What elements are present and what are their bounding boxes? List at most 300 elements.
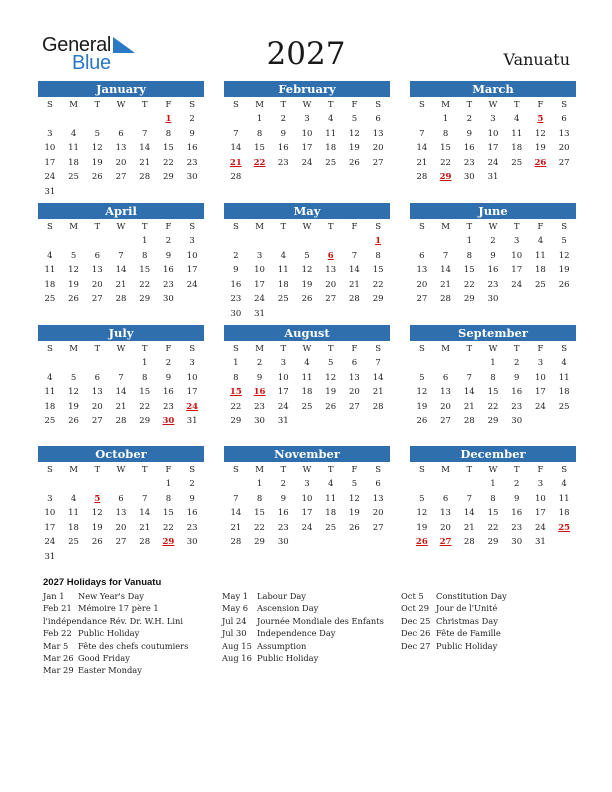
day-cell: 17 (487, 143, 499, 154)
day-cell: 4 (561, 358, 567, 368)
day-cell (271, 234, 295, 249)
weekday-label: F (351, 465, 358, 475)
day-cell (319, 414, 343, 429)
day-cell (319, 170, 343, 185)
day-cell (295, 170, 319, 185)
day-cell (366, 535, 390, 550)
month-december (410, 446, 576, 550)
day-cell: 19 (558, 265, 570, 276)
day-cell (62, 550, 86, 565)
day-cell (434, 356, 458, 371)
holiday-name: Ascension Day (257, 603, 319, 614)
day-cell (271, 170, 295, 185)
day-cell: 15 (163, 143, 174, 154)
day-cell (109, 550, 133, 565)
weekday-label: M (441, 465, 450, 475)
weekday-label: T (280, 344, 287, 354)
holiday-name: Public Holiday (257, 652, 319, 663)
day-cell: 12 (349, 493, 360, 504)
weekday-label: W (488, 100, 498, 110)
day-cell (133, 477, 157, 492)
day-cell: 10 (254, 265, 265, 276)
day-cell: 24 (487, 157, 499, 168)
day-cell: 2 (280, 114, 286, 124)
day-cell: 8 (141, 372, 148, 383)
weekday-label: M (69, 100, 78, 110)
day-cell: 24 (44, 172, 56, 183)
day-cell: 28 (115, 294, 127, 305)
day-cell (224, 234, 248, 249)
day-cell: 16 (487, 265, 499, 276)
holiday-date: Jan 1 (43, 591, 65, 601)
day-cell: 21 (463, 522, 475, 533)
holiday-day-cell: 26 (415, 537, 428, 548)
holiday-date: Feb 22 (43, 628, 72, 639)
holiday-day-cell: 30 (162, 416, 175, 427)
day-cell (505, 170, 529, 185)
day-cell: 10 (186, 250, 198, 261)
day-cell (552, 170, 576, 185)
day-cell: 24 (301, 157, 313, 168)
day-cell: 22 (139, 279, 151, 290)
day-cell (85, 550, 109, 565)
week-row (410, 127, 576, 142)
day-cell: 25 (535, 279, 546, 290)
day-cell: 6 (118, 493, 124, 504)
day-cell (319, 234, 343, 249)
holiday-date: Mar 29 (43, 665, 74, 676)
week-row (224, 385, 390, 400)
weekday-label: F (165, 100, 172, 110)
weekday-label: F (537, 465, 544, 475)
week-row (224, 356, 390, 371)
day-cell (109, 356, 133, 371)
day-cell: 28 (230, 537, 242, 548)
weekday-label: T (466, 222, 473, 232)
day-cell: 31 (487, 172, 499, 183)
holiday-entry (401, 627, 507, 639)
weekday-label: S (418, 344, 425, 354)
day-cell: 30 (487, 294, 499, 305)
day-cell (85, 112, 109, 127)
weekday-label: M (441, 100, 450, 110)
weekday-label: W (116, 465, 126, 475)
day-cell: 5 (94, 128, 100, 139)
day-cell: 8 (233, 372, 239, 383)
day-cell: 15 (440, 143, 451, 154)
holiday-date: Jul 24 (222, 615, 247, 626)
day-cell: 18 (68, 522, 79, 533)
day-cell: 22 (463, 279, 475, 290)
day-cell: 21 (115, 279, 127, 290)
holiday-entry (43, 615, 188, 627)
day-cell: 2 (513, 358, 520, 368)
day-cell: 14 (139, 143, 151, 154)
day-cell (295, 535, 319, 550)
day-cell (319, 535, 343, 550)
day-cell (343, 414, 367, 429)
month-july (38, 325, 204, 429)
day-cell: 1 (141, 236, 148, 246)
day-cell (343, 234, 367, 249)
holiday-entry (401, 590, 507, 602)
day-cell: 11 (558, 372, 570, 383)
weekday-label: S (46, 222, 53, 232)
day-cell: 4 (280, 250, 286, 261)
weekday-label: T (94, 344, 101, 354)
holiday-entry (401, 602, 507, 614)
day-cell: 19 (349, 143, 360, 154)
weekday-label: T (280, 100, 287, 110)
day-cell: 14 (463, 508, 475, 519)
day-cell: 19 (325, 387, 337, 398)
weekday-row (38, 219, 204, 234)
weekday-label: W (302, 344, 312, 354)
day-cell: 27 (416, 294, 428, 305)
week-row (224, 112, 390, 127)
day-cell: 20 (440, 522, 451, 533)
day-cell: 15 (139, 265, 151, 276)
day-cell: 8 (165, 128, 172, 139)
week-row (38, 385, 204, 400)
day-cell (85, 477, 109, 492)
weekday-row (224, 341, 390, 356)
day-cell: 7 (442, 250, 449, 261)
day-cell: 6 (561, 114, 567, 124)
day-cell (410, 234, 434, 249)
day-cell: 18 (325, 143, 337, 154)
holiday-column (43, 590, 188, 677)
weekday-label: F (537, 344, 544, 354)
day-cell: 12 (91, 143, 103, 154)
day-cell: 2 (189, 479, 195, 489)
holiday-name: Assumption (257, 640, 307, 651)
day-cell: 6 (94, 250, 100, 261)
day-cell: 18 (301, 387, 313, 398)
day-cell: 22 (163, 522, 174, 533)
holidays-title: 2027 Holidays for Vanuatu (43, 577, 162, 588)
day-cell: 18 (44, 401, 56, 412)
day-cell: 9 (233, 265, 239, 276)
day-cell: 13 (91, 265, 103, 276)
day-cell: 26 (349, 157, 360, 168)
day-cell: 26 (68, 416, 79, 427)
weekday-label: W (302, 465, 312, 475)
month-header: September (410, 325, 576, 341)
day-cell: 21 (416, 157, 428, 168)
day-cell: 23 (511, 522, 523, 533)
holiday-entry (222, 652, 384, 664)
day-cell: 12 (558, 250, 570, 261)
day-cell: 7 (141, 128, 148, 139)
day-cell (157, 185, 181, 200)
day-cell: 19 (68, 401, 79, 412)
holiday-date: May 1 (222, 591, 249, 601)
day-cell: 22 (440, 157, 451, 168)
day-cell: 28 (230, 172, 242, 183)
weekday-label: F (351, 344, 358, 354)
weekday-label: M (255, 344, 264, 354)
week-row (224, 278, 390, 293)
day-cell: 7 (233, 493, 239, 504)
week-row (410, 477, 576, 492)
week-row (224, 521, 390, 536)
week-row (38, 292, 204, 307)
day-cell: 30 (186, 172, 198, 183)
day-cell: 15 (254, 508, 265, 519)
day-cell (343, 307, 367, 322)
day-cell: 24 (535, 401, 546, 412)
day-cell (410, 477, 434, 492)
day-cell: 16 (230, 279, 242, 290)
week-row (38, 263, 204, 278)
week-row (410, 521, 576, 536)
weekday-label: W (116, 344, 126, 354)
day-cell: 10 (301, 493, 313, 504)
weekday-row (38, 341, 204, 356)
holiday-date: Jul 30 (222, 628, 247, 639)
day-cell: 6 (375, 114, 381, 124)
week-row (410, 278, 576, 293)
weekday-label: S (418, 222, 425, 232)
holiday-name: Fête de Famille (436, 628, 501, 639)
day-cell (552, 292, 576, 307)
day-cell (505, 292, 529, 307)
week-row (38, 521, 204, 536)
day-cell: 3 (256, 250, 263, 261)
day-cell: 1 (141, 358, 148, 368)
day-cell: 2 (165, 236, 172, 246)
holiday-name: Christmas Day (436, 615, 498, 626)
day-cell (133, 550, 157, 565)
day-cell: 29 (487, 537, 499, 548)
weekday-label: W (488, 465, 498, 475)
weekday-label: T (280, 222, 287, 232)
day-cell: 15 (163, 508, 174, 519)
week-row (38, 127, 204, 142)
weekday-label: T (280, 465, 287, 475)
holiday-name: Labour Day (257, 591, 306, 601)
holiday-date: Oct 5 (401, 591, 424, 601)
day-cell: 9 (165, 372, 172, 383)
day-cell: 28 (115, 416, 127, 427)
day-cell (62, 477, 86, 492)
weekday-label: W (488, 222, 498, 232)
day-cell: 2 (165, 358, 172, 368)
day-cell: 3 (280, 358, 286, 368)
weekday-row (38, 462, 204, 477)
day-cell: 27 (372, 157, 384, 168)
week-row (410, 234, 576, 249)
day-cell: 18 (535, 265, 546, 276)
day-cell: 13 (558, 128, 570, 139)
holiday-entry (43, 664, 188, 676)
day-cell: 20 (91, 279, 103, 290)
day-cell: 20 (115, 157, 127, 168)
week-row (410, 385, 576, 400)
weekday-label: T (513, 100, 520, 110)
day-cell: 23 (163, 279, 174, 290)
holiday-date: Oct 29 (401, 603, 429, 614)
day-cell: 14 (349, 265, 360, 276)
day-cell: 14 (230, 143, 242, 154)
day-cell (529, 170, 553, 185)
day-cell: 28 (139, 537, 151, 548)
day-cell: 4 (561, 479, 567, 489)
weekday-label: T (94, 100, 101, 110)
day-cell: 5 (70, 372, 77, 383)
day-cell: 13 (372, 128, 384, 139)
holiday-name: Constitution Day (436, 591, 507, 601)
day-cell: 21 (349, 279, 360, 290)
day-cell: 21 (115, 401, 127, 412)
day-cell: 23 (487, 279, 499, 290)
day-cell (133, 112, 157, 127)
day-cell: 17 (301, 143, 313, 154)
day-cell: 15 (463, 265, 475, 276)
day-cell: 5 (351, 114, 358, 124)
weekday-label: S (46, 344, 53, 354)
week-row (224, 156, 390, 171)
day-cell: 14 (230, 508, 242, 519)
weekday-label: T (141, 222, 148, 232)
week-row (224, 292, 390, 307)
month-june (410, 203, 576, 307)
weekday-label: T (327, 222, 334, 232)
day-cell: 4 (70, 128, 77, 139)
day-cell: 17 (254, 279, 265, 290)
day-cell: 26 (301, 294, 313, 305)
day-cell: 13 (115, 143, 127, 154)
holiday-entry (222, 627, 384, 639)
month-header: December (410, 446, 576, 462)
holiday-date: Mar 5 (43, 640, 69, 651)
day-cell: 19 (91, 157, 103, 168)
weekday-label: S (375, 465, 382, 475)
weekday-label: S (418, 100, 425, 110)
week-row (410, 249, 576, 264)
day-cell: 2 (280, 479, 286, 489)
week-row (224, 477, 390, 492)
month-header: November (224, 446, 390, 462)
week-row (38, 550, 204, 565)
day-cell: 6 (442, 372, 449, 383)
weekday-row (410, 341, 576, 356)
day-cell: 7 (466, 493, 472, 504)
month-march (410, 81, 576, 185)
day-cell (109, 112, 133, 127)
week-row (224, 414, 390, 429)
day-cell: 11 (511, 128, 523, 139)
day-cell: 21 (139, 157, 151, 168)
day-cell: 7 (118, 372, 124, 383)
day-cell: 7 (375, 358, 381, 368)
day-cell: 11 (277, 265, 289, 276)
holiday-entry (43, 602, 188, 614)
day-cell: 6 (375, 479, 381, 489)
weekday-label: F (351, 222, 358, 232)
day-cell: 30 (511, 416, 523, 427)
weekday-label: M (69, 344, 78, 354)
weekday-label: S (46, 465, 53, 475)
day-cell: 16 (186, 143, 198, 154)
weekday-label: T (141, 465, 148, 475)
day-cell: 10 (511, 250, 523, 261)
day-cell: 4 (304, 358, 310, 368)
holiday-day-cell: 22 (253, 157, 266, 168)
day-cell (457, 356, 481, 371)
holiday-day-cell: 21 (229, 157, 242, 168)
week-row (410, 156, 576, 171)
day-cell: 25 (511, 157, 523, 168)
day-cell: 26 (325, 401, 337, 412)
day-cell: 23 (511, 401, 523, 412)
week-row (224, 400, 390, 415)
week-row (38, 112, 204, 127)
day-cell: 12 (301, 265, 313, 276)
day-cell: 10 (301, 128, 313, 139)
day-cell: 24 (301, 522, 313, 533)
month-february (224, 81, 390, 185)
week-row (224, 170, 390, 185)
logo-text-general: General (42, 34, 112, 56)
weekday-label: S (232, 344, 239, 354)
day-cell: 26 (349, 522, 360, 533)
day-cell: 24 (535, 522, 546, 533)
day-cell: 13 (440, 387, 451, 398)
day-cell: 30 (254, 416, 265, 427)
day-cell: 19 (349, 508, 360, 519)
day-cell: 17 (301, 508, 313, 519)
week-row (224, 127, 390, 142)
day-cell: 5 (351, 479, 358, 489)
weekday-label: S (189, 100, 196, 110)
weekday-label: T (513, 465, 520, 475)
day-cell: 29 (372, 294, 384, 305)
day-cell: 19 (91, 522, 103, 533)
week-row (410, 371, 576, 386)
day-cell: 15 (139, 387, 151, 398)
month-header: May (224, 203, 390, 219)
holiday-entry (43, 590, 188, 602)
week-row (224, 141, 390, 156)
holiday-day-cell: 16 (253, 387, 266, 398)
day-cell: 11 (325, 493, 337, 504)
weekday-label: S (561, 465, 568, 475)
day-cell: 12 (91, 508, 103, 519)
day-cell: 11 (558, 493, 570, 504)
day-cell: 20 (558, 143, 570, 154)
holiday-name: Mémoire 17 père 1 (78, 603, 159, 614)
day-cell: 25 (325, 522, 337, 533)
week-row (38, 185, 204, 200)
day-cell: 12 (68, 387, 79, 398)
day-cell: 3 (189, 358, 195, 368)
day-cell: 11 (68, 508, 79, 519)
week-row (224, 371, 390, 386)
logo-text-blue: Blue (72, 52, 111, 74)
day-cell (295, 307, 319, 322)
weekday-label: T (94, 222, 101, 232)
day-cell: 19 (535, 143, 546, 154)
month-september (410, 325, 576, 429)
weekday-label: T (327, 344, 334, 354)
weekday-label: S (46, 100, 53, 110)
day-cell: 8 (165, 493, 172, 504)
day-cell: 5 (419, 372, 425, 383)
week-row (38, 506, 204, 521)
day-cell: 25 (68, 172, 79, 183)
